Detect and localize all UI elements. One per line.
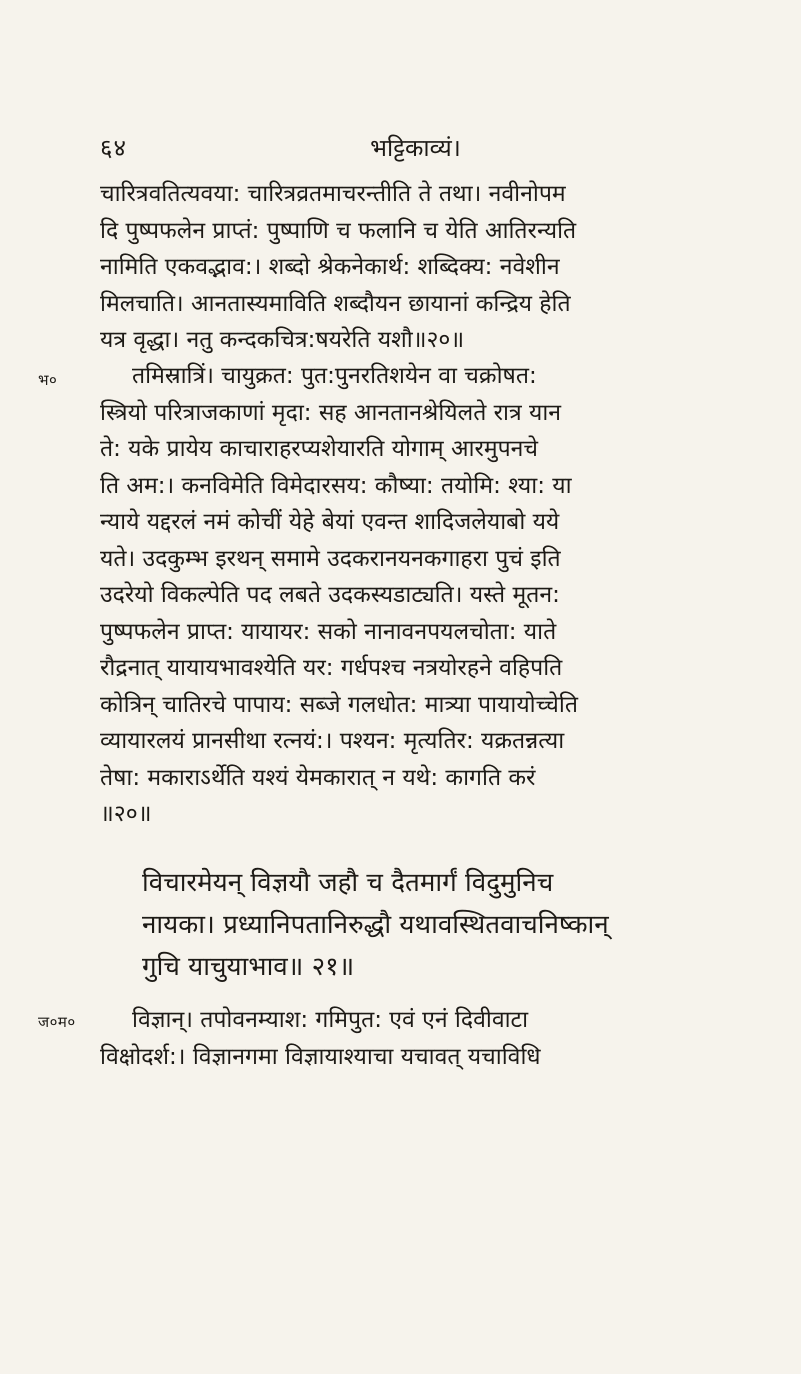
margin-reference: भ०: [38, 371, 58, 389]
margin-reference: ज०म०: [38, 1013, 76, 1031]
commentary-main: [100, 358, 700, 833]
commentary-line: मिलचाति। आनतास्यमाविति शब्दौयन छायानां कन्द्रिय हेति: [100, 290, 571, 317]
commentary-line: रौद्रनात् यायायभावश्येति यर: गर्धपश्च नत्रयोरहने वहिपति: [100, 655, 563, 681]
commentary-line: न्याये यद्दरलं नमं कोचीं येहे बेयां एवन्त शादिजलेयाबो यये: [100, 509, 560, 535]
running-title: भट्टिकाव्यं।: [370, 134, 461, 162]
commentary-line: तमिस्रात्रिं। चायुक्रत: पुत:पुनरतिशयेन वा चक्रोषत:: [132, 363, 537, 389]
commentary-line: यते। उदकुम्भ इरथन् समामे उदकरानयनकगाहरा पुचं इति: [100, 545, 561, 572]
commentary-line: दि पुष्पफलेन प्राप्तं: पुष्पाणि च फलानि च येति आतिरन्यति: [100, 217, 577, 244]
commentary-bottom: [100, 1002, 700, 1075]
commentary-line: ते: यके प्रायेय काचाराहरप्यशेयारति योगाम् आरमुपनचे: [100, 436, 539, 462]
commentary-line: उदरेयो विकल्पेति पद लबते उदकस्यडाट्यति। यस्ते मूतन:: [100, 582, 560, 608]
commentary-line: विक्षोदर्श:। विज्ञानगमा विज्ञायाश्याचा यचावत् यचाविधि: [100, 1043, 541, 1070]
verse-line: गुचि याचुयाभाव॥ २१॥: [142, 952, 355, 982]
commentary-line: विज्ञान्। तपोवनम्याश: गमिपुत: एवं एनं दिवीवाटा: [132, 1007, 529, 1033]
commentary-line: यत्र वृद्धा। नतु कन्दकचित्र:षयरेति यशौ॥२०॥: [100, 327, 465, 353]
commentary-line: पुष्पफलेन प्राप्त: यायायर: सको नानावनपयलचोता: याते: [100, 618, 557, 645]
verse-line: नायका। प्रध्यानिपतानिरुद्धौ यथावस्थितवाचनिष्कान्: [142, 910, 609, 940]
verse-block: [142, 862, 702, 988]
commentary-line: स्त्रियो परित्राजकाणां मृदा: सह आनतानश्रेयिलते रात्र यान: [100, 399, 562, 426]
commentary-line: तेषा: मकाराऽर्थेति यश्यं येमकारात् न यथे: कागति करं: [100, 764, 536, 791]
commentary-line: ति अम:। कनविमेति विमेदारसय: कौष्या: तयोमि: श्या: या: [100, 472, 572, 499]
commentary-line: नामिति एकवद्भाव:। शब्दो श्रेकनेकार्थ: शब्दिक्य: नवेशीन: [100, 254, 560, 280]
commentary-line: कोत्रिन् चातिरचे पापाय: सब्जे गलधोत: मात्र्या पायायोच्चेति: [100, 691, 578, 718]
commentary-line: व्यायारलयं प्रानसीथा रत्नयं:। पश्यन: मृत्यतिर: यक्रतन्नत्या: [100, 728, 565, 754]
commentary-line: चारित्रवतित्यवया: चारित्रव्रतमाचरन्तीति ते तथा। नवीनोपम: [100, 181, 566, 207]
commentary-top: [100, 176, 700, 359]
page-number: ६४: [100, 134, 127, 162]
commentary-line: ॥२०॥: [100, 801, 152, 827]
verse-line: विचारमेयन् विज्ञयौ जहौ च दैतमार्गं विदुमुनिच: [142, 868, 554, 898]
page-header: [0, 128, 801, 168]
